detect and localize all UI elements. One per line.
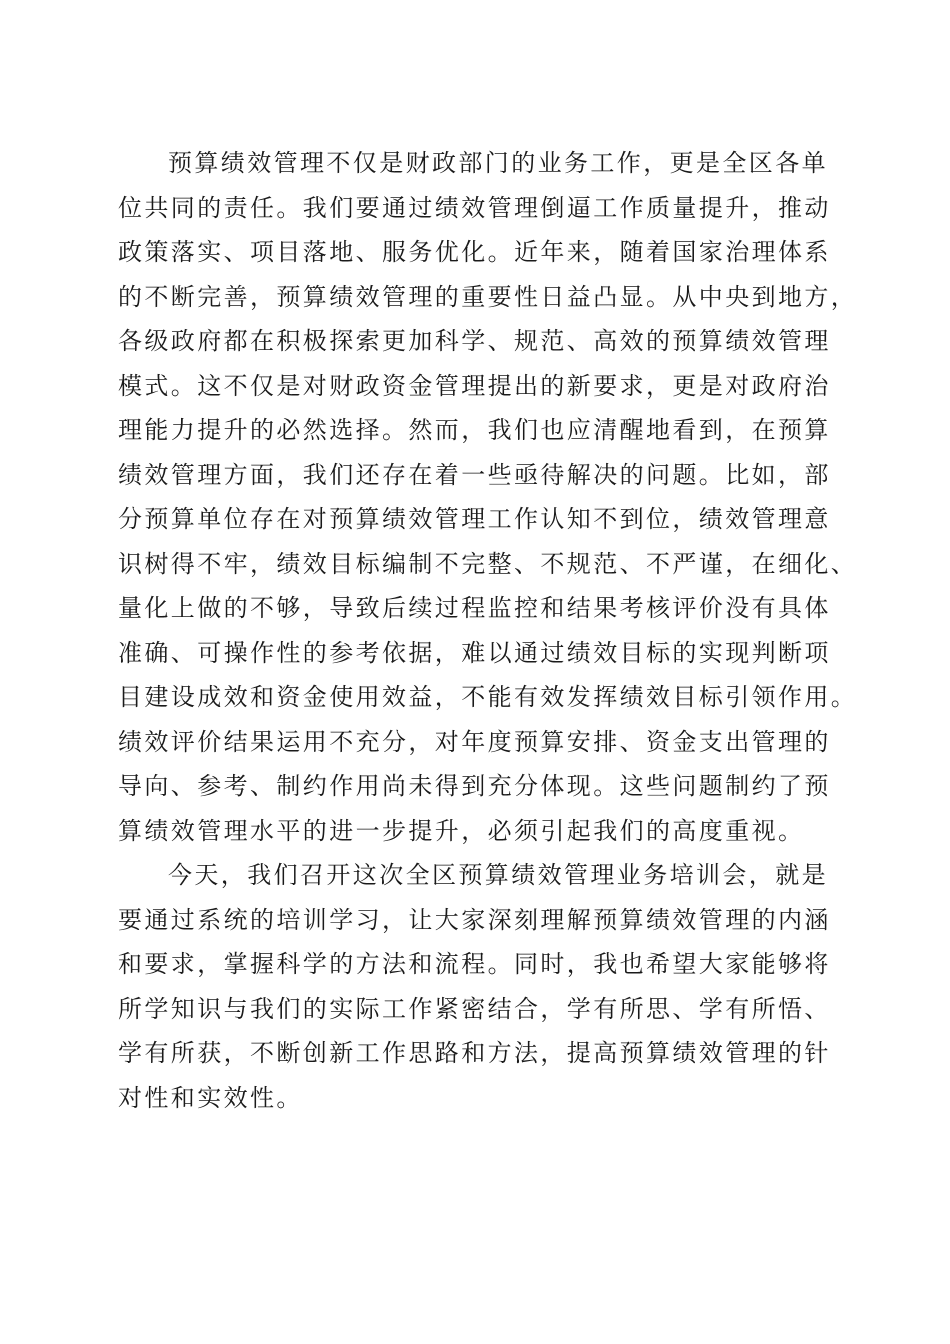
text-line: 所学知识与我们的实际工作紧密结合，学有所思、学有所悟、 <box>118 994 831 1023</box>
text-line: 预算绩效管理不仅是财政部门的业务工作，更是全区各单 <box>168 149 828 177</box>
paragraph-2 <box>118 853 838 1120</box>
text-line: 的不断完善，预算绩效管理的重要性日益凸显。从中央到地方， <box>118 282 858 311</box>
text-line: 对性和实效性。 <box>118 1083 303 1112</box>
text-line: 导向、参考、制约作用尚未得到充分体现。这些问题制约了预 <box>118 772 831 800</box>
text-line: 要通过系统的培训学习，让大家深刻理解预算绩效管理的内涵 <box>118 905 831 934</box>
text-line: 位共同的责任。我们要通过绩效管理倒逼工作质量提升，推动 <box>118 193 831 222</box>
text-line: 绩效管理方面，我们还存在着一些亟待解决的问题。比如，部 <box>118 460 831 489</box>
text-line: 量化上做的不够，导致后续过程监控和结果考核评价没有具体 <box>118 594 831 622</box>
text-line: 绩效评价结果运用不充分，对年度预算安排、资金支出管理的 <box>118 727 831 756</box>
text-line: 学有所获，不断创新工作思路和方法，提高预算绩效管理的针 <box>118 1039 831 1067</box>
text-line: 理能力提升的必然选择。然而，我们也应清醒地看到，在预算 <box>118 416 831 444</box>
paragraph-1 <box>118 141 858 853</box>
text-line: 模式。这不仅是对财政资金管理提出的新要求，更是对政府治 <box>118 371 831 400</box>
text-line: 和要求，掌握科学的方法和流程。同时，我也希望大家能够将 <box>118 950 831 978</box>
text-line: 准确、可操作性的参考依据，难以通过绩效目标的实现判断项 <box>118 638 831 667</box>
text-line: 算绩效管理水平的进一步提升，必须引起我们的高度重视。 <box>118 816 805 845</box>
document-body <box>118 141 858 1120</box>
text-line: 分预算单位存在对预算绩效管理工作认知不到位，绩效管理意 <box>118 505 831 533</box>
text-line: 识树得不牢，绩效目标编制不完整、不规范、不严谨，在细化、 <box>118 549 858 578</box>
text-line: 政策落实、项目落地、服务优化。近年来，随着国家治理体系 <box>118 238 831 266</box>
text-line: 各级政府都在积极探索更加科学、规范、高效的预算绩效管理 <box>118 327 831 355</box>
text-line: 今天，我们召开这次全区预算绩效管理业务培训会，就是 <box>168 861 828 889</box>
text-line: 目建设成效和资金使用效益，不能有效发挥绩效目标引领作用。 <box>118 683 858 711</box>
